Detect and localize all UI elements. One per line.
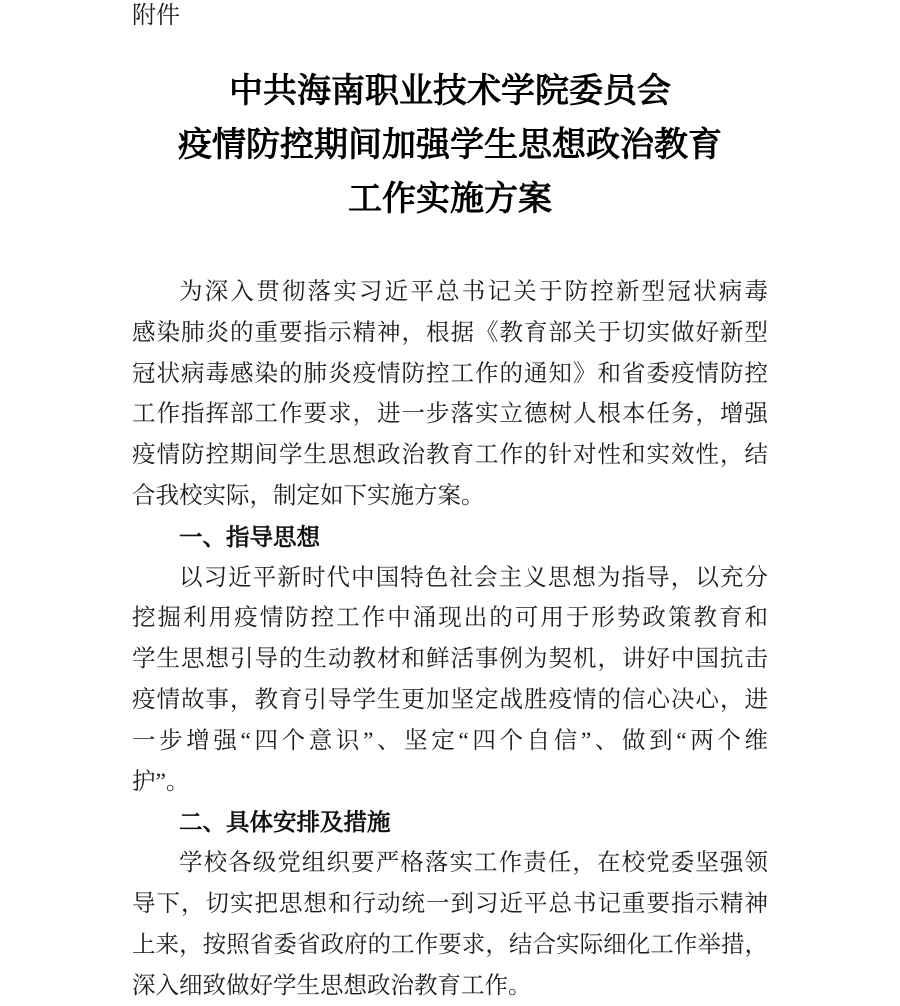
section2-paragraph-line: 深入细致做好学生思想政治教育工作。 (132, 972, 532, 999)
section2-paragraph-line: 学校各级党组织要严格落实工作责任，在校党委坚强领 (179, 850, 768, 877)
intro-paragraph-line: 工作指挥部工作要求，进一步落实立德树人根本任务，增强 (132, 401, 768, 428)
intro-paragraph-line: 感染肺炎的重要指示精神，根据《教育部关于切实做好新型 (132, 319, 768, 346)
attachment-label: 附件 (132, 2, 180, 29)
intro-paragraph-line: 合我校实际，制定如下实施方案。 (132, 482, 485, 509)
document-title-line-1: 中共海南职业技术学院委员会 (229, 73, 671, 110)
section1-paragraph-line: 疫情故事，教育引导学生更加坚定战胜疫情的信心决心，进 (132, 686, 768, 713)
document-body (132, 272, 768, 1006)
section1-paragraph-line: 护”。 (132, 768, 190, 795)
section1-paragraph-line: 挖掘利用疫情防控工作中涌现出的可用于形势政策教育和 (132, 605, 768, 632)
section1-paragraph-line: 学生思想引导的生动教材和鲜活事例为契机，讲好中国抗击 (132, 646, 768, 673)
document-title-line-3: 工作实施方案 (348, 181, 552, 218)
section1-paragraph-line: 一步增强“四个意识”、坚定“四个自信”、做到“两个维 (132, 727, 768, 754)
section1-paragraph-line: 以习近平新时代中国特色社会主义思想为指导，以充分 (179, 564, 768, 591)
intro-paragraph-line: 疫情防控期间学生思想政治教育工作的针对性和实效性，结 (132, 442, 768, 469)
section2-paragraph-line: 导下，切实把思想和行动统一到习近平总书记重要指示精神 (132, 890, 768, 917)
document-title-line-2: 疫情防控期间加强学生思想政治教育 (178, 127, 722, 164)
section-heading-guiding-ideology: 一、指导思想 (179, 523, 320, 550)
document-title (132, 65, 768, 227)
intro-paragraph-line: 冠状病毒感染的肺炎疫情防控工作的通知》和省委疫情防控 (132, 360, 768, 387)
section-heading-arrangements-measures: 二、具体安排及措施 (179, 809, 391, 836)
intro-paragraph-line: 为深入贯彻落实习近平总书记关于防控新型冠状病毒 (179, 279, 768, 305)
section2-paragraph-line: 上来，按照省委省政府的工作要求，结合实际细化工作举措， (132, 931, 768, 958)
